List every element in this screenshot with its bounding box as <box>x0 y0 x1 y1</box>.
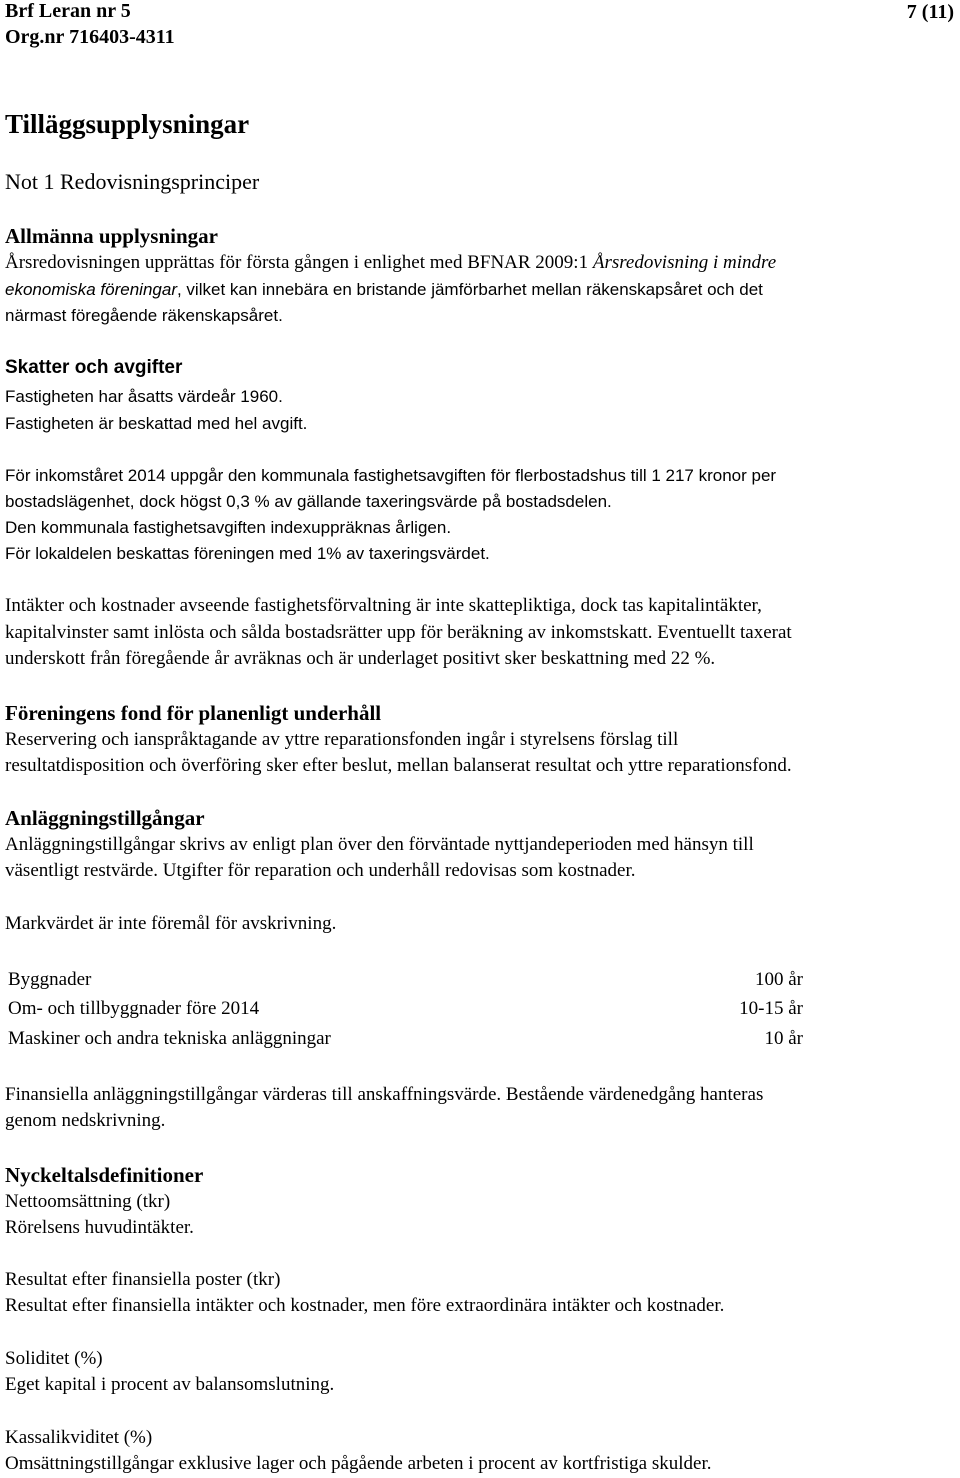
allmanna-line-2-italic: ekonomiska föreningar <box>5 280 177 299</box>
allmanna-line-1 <box>5 250 776 276</box>
section-heading-allmanna: Allmänna upplysningar <box>5 224 218 248</box>
nyckeltal-definition: Rörelsens huvudintäkter. <box>5 1217 194 1238</box>
nyckeltal-definition: Resultat efter finansiella intäkter och kostnader, men före extraordinära intäkter och kostnader. <box>5 1295 725 1316</box>
page-number: 7 (11) <box>906 1 954 23</box>
row-label: Om- och tillbyggnader före 2014 <box>8 998 260 1019</box>
fond-line-1: Reservering och ianspråktagande av yttre reparationsfonden ingår i styrelsens förslag till <box>5 729 679 750</box>
anlaggning-line-2: väsentligt restvärde. Utgifter för reparation och underhåll redovisas som kostnader. <box>5 860 636 881</box>
row-label: Maskiner och andra tekniska anläggningar <box>8 1028 331 1049</box>
intakter-line-1: Intäkter och kostnader avseende fastighetsförvaltning är inte skattepliktiga, dock tas kapitalintäkter, <box>5 595 762 616</box>
fastighetsavgift-line-1: För inkomståret 2014 uppgår den kommunala fastighetsavgiften för flerbostadshus till 1 217 kronor per <box>5 466 777 485</box>
note-title: Not 1 Redovisningsprinciper <box>5 169 260 194</box>
row-value: 10-15 år <box>739 998 803 1019</box>
allmanna-line-2 <box>5 277 763 303</box>
intakter-line-3: underskott från föregående år avräknas och är underlaget positivt sker beskattning med 22 %. <box>5 648 716 669</box>
section-heading-fond: Föreningens fond för planenligt underhåll <box>5 701 382 725</box>
org-name: Brf Leran nr 5 <box>5 0 131 22</box>
nyckeltal-term: Kassalikviditet (%) <box>5 1427 153 1448</box>
markvarde-text: Markvärdet är inte föremål för avskrivning. <box>5 913 337 934</box>
skatter-line-1: Fastigheten har åsatts värdeår 1960. <box>5 387 283 406</box>
nyckeltal-term: Soliditet (%) <box>5 1348 103 1369</box>
nyckeltal-definition: Eget kapital i procent av balansomslutning. <box>5 1374 335 1395</box>
fastighetsavgift-line-2: bostadslägenhet, dock högst 0,3 % av gällande taxeringsvärde på bostadsdelen. <box>5 492 612 511</box>
allmanna-line-1-text: Årsredovisningen upprättas för första gången i enlighet med BFNAR 2009:1 <box>5 252 593 273</box>
intakter-line-2: kapitalvinster samt inlösta och sålda bostadsrätter upp för beräkning av inkomstskatt. Eventuellt taxerat <box>5 622 792 643</box>
anlaggning-line-1: Anläggningstillgångar skrivs av enligt plan över den förväntade nyttjandeperioden med hänsyn till <box>5 834 754 855</box>
org-number: Org.nr 716403-4311 <box>5 26 175 48</box>
fastighetsavgift-line-3: Den kommunala fastighetsavgiften indexuppräknas årligen. <box>5 518 452 537</box>
section-heading-skatter: Skatter och avgifter <box>5 357 183 378</box>
section-heading-nyckeltal: Nyckeltalsdefinitioner <box>5 1163 204 1187</box>
row-value: 10 år <box>764 1028 803 1049</box>
allmanna-line-1-italic: Årsredovisning i mindre <box>592 252 777 273</box>
fond-line-2: resultatdisposition och överföring sker efter beslut, mellan balanserat resultat och yttre reparationsfond. <box>5 755 792 776</box>
fastighetsavgift-line-4: För lokaldelen beskattas föreningen med 1% av taxeringsvärdet. <box>5 544 490 563</box>
page-title: Tilläggsupplysningar <box>5 109 250 139</box>
nyckeltal-term: Resultat efter finansiella poster (tkr) <box>5 1269 281 1290</box>
skatter-line-2: Fastigheten är beskattad med hel avgift. <box>5 414 308 433</box>
allmanna-line-3: närmast föregående räkenskapsåret. <box>5 306 283 325</box>
section-heading-anlaggning: Anläggningstillgångar <box>5 806 205 830</box>
nyckeltal-term: Nettoomsättning (tkr) <box>5 1191 171 1212</box>
allmanna-line-2-text: , vilket kan innebära en bristande jämförbarhet mellan räkenskapsåret och det <box>176 280 763 299</box>
finansiella-line-2: genom nedskrivning. <box>5 1110 166 1131</box>
nyckeltal-definition: Omsättningstillgångar exklusive lager och pågående arbeten i procent av kortfristiga skulder. <box>5 1453 712 1474</box>
row-value: 100 år <box>754 969 803 990</box>
row-label: Byggnader <box>8 969 92 990</box>
finansiella-line-1: Finansiella anläggningstillgångar värderas till anskaffningsvärde. Bestående värdenedgång hanteras <box>5 1084 764 1105</box>
